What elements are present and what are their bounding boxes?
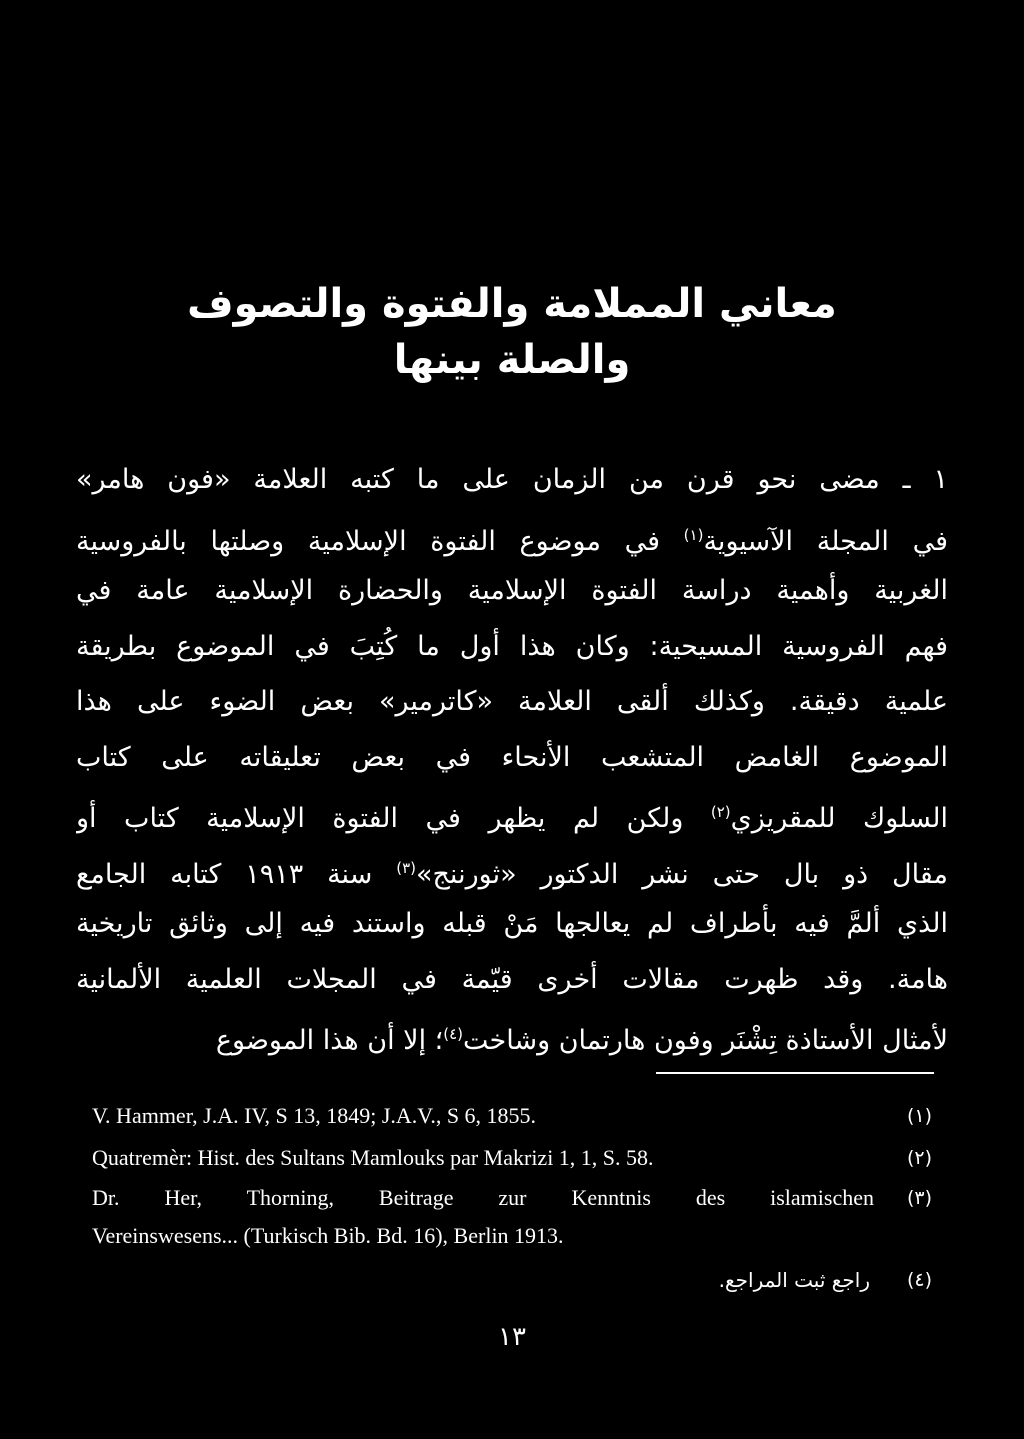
footnote-text: Vereinswesens... (Turkisch Bib. Bd. 16), Berlin 1913.	[92, 1223, 564, 1248]
footnote-ref-2[interactable]: (٢)	[710, 803, 731, 821]
page-number: ١٣	[498, 1322, 526, 1352]
paragraph-line: فهم الفروسية المسيحية: وكان هذا أول ما كُتِبَ في الموضوع بطريقة	[76, 630, 948, 662]
paragraph-line: في المجلة الآسيوية$^{(١)}$ في موضوع الفتوة الإسلامية وصلتها بالفروسية	[76, 525, 948, 557]
main-paragraph	[76, 452, 948, 1063]
paragraph-line: لأمثال الأستاذة تِشْنَر وفون هارتمان وشاخت$^{(٤)}$؛ إلا أن هذا الموضوع	[215, 1025, 948, 1056]
footnote-ref-3[interactable]: (٣)	[396, 858, 416, 877]
footnote-text: Quatremèr: Hist. des Sultans Mamlouks par Makrizi 1, 1, S. 58.	[92, 1145, 654, 1170]
paragraph-line: مقال ذو بال حتى نشر الدكتور «ثورننج»$^{(٣)}$ سنة ١٩١٣ كتابه الجامع	[76, 858, 948, 890]
paragraph-line: علمية دقيقة. وكذلك ألقى العلامة «كاترمير» بعض الضوء على هذا	[76, 686, 948, 717]
footnote-4	[92, 1262, 932, 1298]
footnote-text: راجع ثبت المراجع.	[718, 1268, 870, 1292]
footnote-ref-4[interactable]: (٤)	[443, 1025, 464, 1043]
footnote-2	[92, 1140, 932, 1176]
footnote-3-continued	[92, 1218, 932, 1254]
footnote-text: Dr. Her, Thorning, Beitrage zur Kenntnis des islamischen	[92, 1185, 874, 1210]
footnote-3	[92, 1180, 932, 1216]
title-line-1: معاني المملامة والفتوة والتصوف	[187, 281, 837, 327]
footnote-text: V. Hammer, J.A. IV, S 13, 1849; J.A.V., S 6, 1855.	[92, 1103, 537, 1128]
footnote-number: (٤)	[906, 1269, 932, 1291]
footnote-ref-1[interactable]: (١)	[683, 525, 704, 544]
title-line-2: والصلة بينها	[393, 337, 631, 383]
paragraph-line: الموضوع الغامض المتشعب الأنحاء في بعض تعليقاته على كتاب	[76, 741, 948, 773]
footnote-number: (١)	[906, 1105, 932, 1127]
paragraph-line: الذي ألمَّ فيه بأطراف لم يعالجها مَنْ قبله واستند فيه إلى وثائق تاريخية	[76, 908, 948, 939]
paragraph-line: السلوك للمقريزي$^{(٢)}$ ولكن لم يظهر في الفتوة الإسلامية كتاب أو	[76, 803, 948, 834]
footnote-divider	[656, 1072, 934, 1074]
footnote-number: (٣)	[906, 1187, 932, 1209]
footnote-number: (٢)	[906, 1147, 932, 1169]
paragraph-line: هامة. وقد ظهرت مقالات أخرى قيّمة في المجلات العلمية الألمانية	[76, 963, 948, 995]
paragraph-line: الغربية وأهمية دراسة الفتوة الإسلامية والحضارة الإسلامية عامة في	[76, 575, 948, 606]
footnote-1	[92, 1098, 932, 1134]
paragraph-line: ١ ـ مضى نحو قرن من الزمان على ما كتبه العلامة «فون هامر»	[76, 464, 948, 495]
